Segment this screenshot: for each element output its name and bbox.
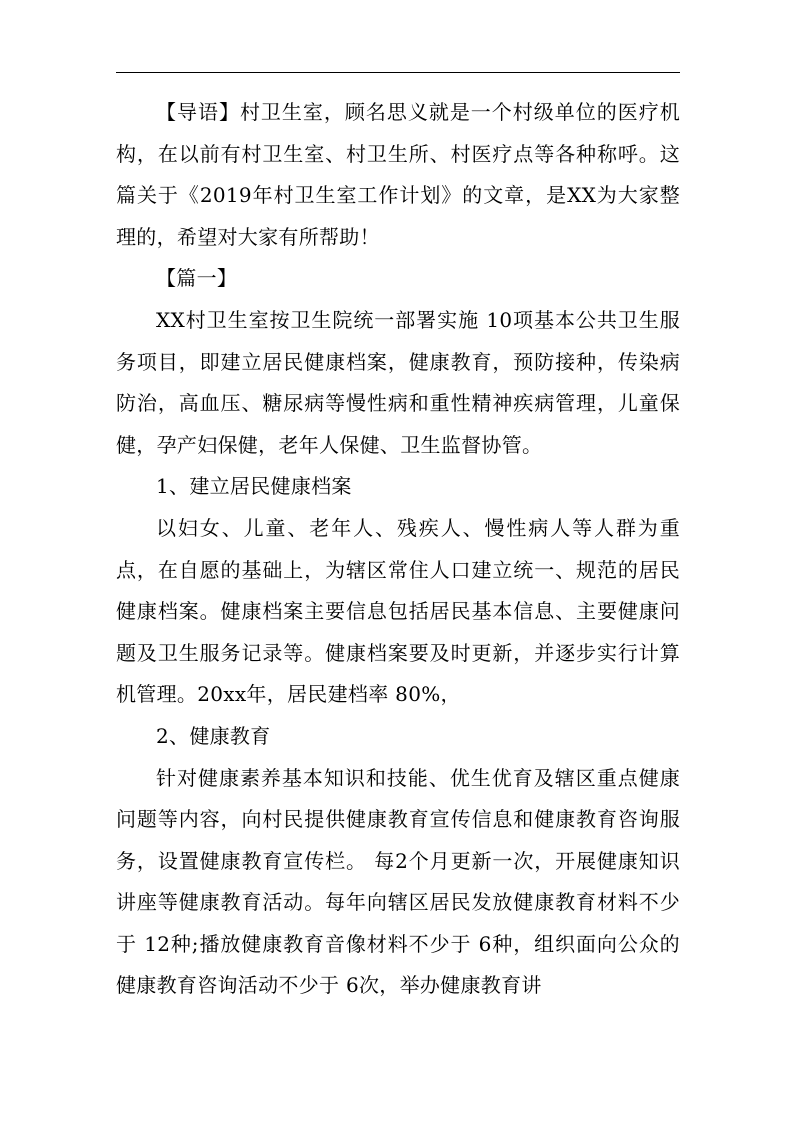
subheading-health-records: 1、建立居民健康档案 [156,474,352,499]
health-education-paragraph: 针对健康素养基本知识和技能、优生优育及辖区重点健康问题等内容，向村民提供健康教育宣传信息和健康教育咨询服务，设置健康教育宣传栏。 每2个月更新一次，开展健康知识讲座等健康教育活动。每年向辖区居民发放健康教育材料不少于 12种;播放健康教育音像材料不少于 6种，组织面向公众的健康教育咨询活动不少于 6次，举办健康教育讲 [116,765,680,998]
overview-paragraph: XX村卫生室按卫生院统一部署实施 10项基本公共卫生服务项目，即建立居民健康档案，健康教育，预防接种，传染病防治，高血压、糖尿病等慢性病和重性精神疾病管理，儿童保健，孕产妇保健，老年人保健、卫生监督协管。 [116,307,680,457]
intro-paragraph: 【导语】村卫生室，顾名思义就是一个村级单位的医疗机构，在以前有村卫生室、村卫生所、村医疗点等各种称呼。这篇关于《2019年村卫生室工作计划》的文章，是XX为大家整理的，希望对大家有所帮助！ [116,100,680,249]
section-heading-part-one: 【篇一】 [156,266,238,291]
health-records-paragraph: 以妇女、儿童、老年人、残疾人、慢性病人等人群为重点，在自愿的基础上，为辖区常住人口建立统一、规范的居民健康档案。健康档案主要信息包括居民基本信息、主要健康问题及卫生服务记录等。健康档案要及时更新，并逐步实行计算机管理。20xx年，居民建档率 80%， [116,515,680,707]
header-rule [116,72,680,73]
subheading-health-education: 2、健康教育 [156,723,271,748]
document-body [116,92,680,1007]
